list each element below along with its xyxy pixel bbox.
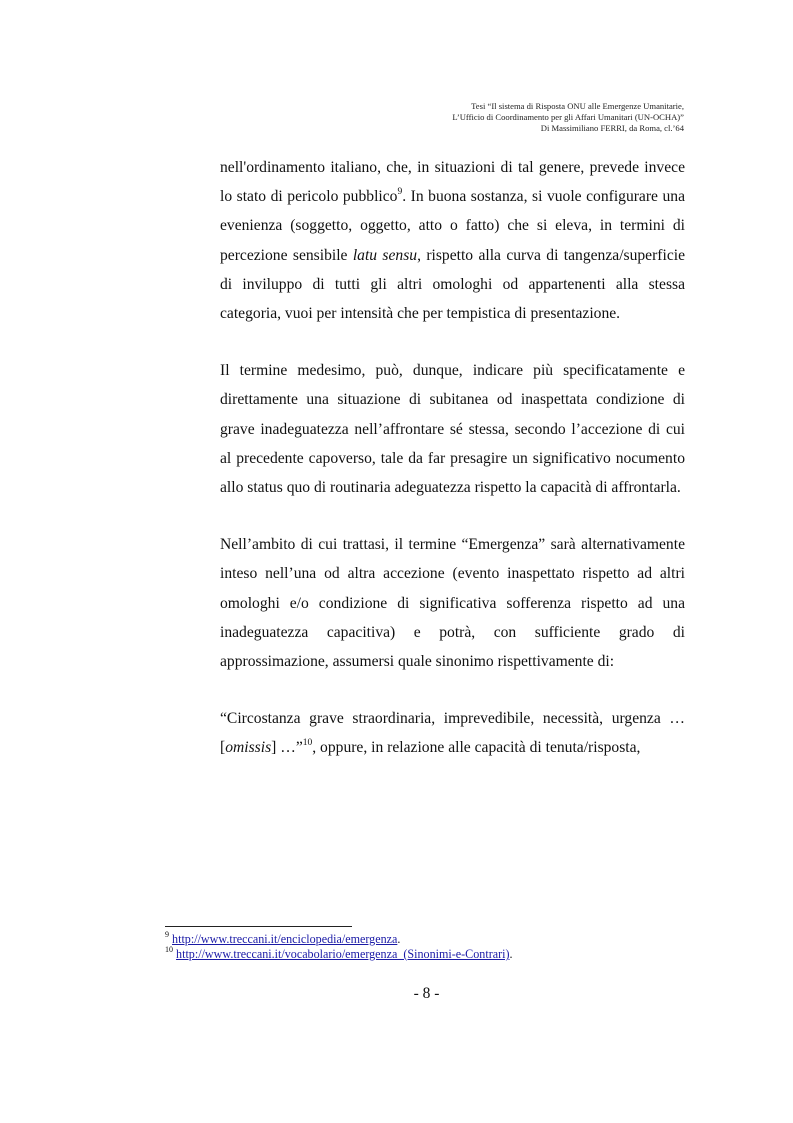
footnote-9-link[interactable]: http://www.treccani.it/enciclopedia/emergenza: [172, 932, 398, 946]
paragraph-4: “Circostanza grave straordinaria, imprevedibile, necessità, urgenza … [omissis] …”$^{10}$, oppure, in relazione alle capacità di tenuta/risposta,: [220, 710, 685, 757]
footnote-10: $^{10}$ http://www.treccani.it/vocabolario/emergenza_(Sinonimi-e-Contrari).: [165, 944, 513, 961]
header-line-1: Tesi “Il sistema di Risposta ONU alle Emergenze Umanitarie,: [471, 101, 684, 111]
footnote-9: $^9$ http://www.treccani.it/enciclopedia/emergenza.: [165, 929, 401, 946]
header-line-2: L’Ufficio di Coordinamento per gli Affari Umanitari (UN-OCHA)”: [452, 112, 684, 122]
paragraph-2: Il termine medesimo, può, dunque, indicare più specificatamente e direttamente una situazione di subitanea od inaspettata condizione di grave inadeguatezza nell’affrontare sé stessa, secondo l’accezione di cui al precedente capoverso, tale da far presagire un significativo nocumento allo status quo di routinaria adeguatezza rispetto la capacità di affrontarla.: [220, 362, 685, 497]
header-line-3: Di Massimiliano FERRI, da Roma, cl.’64: [540, 123, 684, 133]
footnotes: [165, 929, 685, 962]
footnote-ref-10: 10: [302, 738, 313, 749]
running-header: [264, 101, 684, 134]
footnote-separator: [165, 926, 352, 927]
page-number: - 8 -: [413, 985, 440, 1002]
footnote-10-link[interactable]: http://www.treccani.it/vocabolario/emergenza_(Sinonimi-e-Contrari): [176, 947, 510, 961]
main-text: [220, 153, 685, 791]
paragraph-1: nell'ordinamento italiano, che, in situazioni di tal genere, prevede invece lo stato di pericolo pubblico$^9$. In buona sostanza, si vuole configurare una evenienza (soggetto, oggetto, atto o fatto) che si eleva, in termini di percezione sensibile latu sensu, rispetto alla curva di tangenza/superficie di inviluppo di tutti gli altri omologhi od appartenenti alla stessa categoria, vuoi per intensità che per tempistica di presentazione.: [220, 159, 686, 323]
paragraph-3: Nell’ambito di cui trattasi, il termine “Emergenza” sarà alternativamente inteso nell’una od altra accezione (evento inaspettato rispetto ad altri omologhi e/o condizione di significativa sofferenza rispetto ad una inadeguatezza capacitiva) e potrà, con sufficiente grado di approssimazione, assumersi quale sinonimo rispettivamente di:: [220, 536, 685, 671]
footnote-ref-9: 9: [397, 187, 403, 198]
